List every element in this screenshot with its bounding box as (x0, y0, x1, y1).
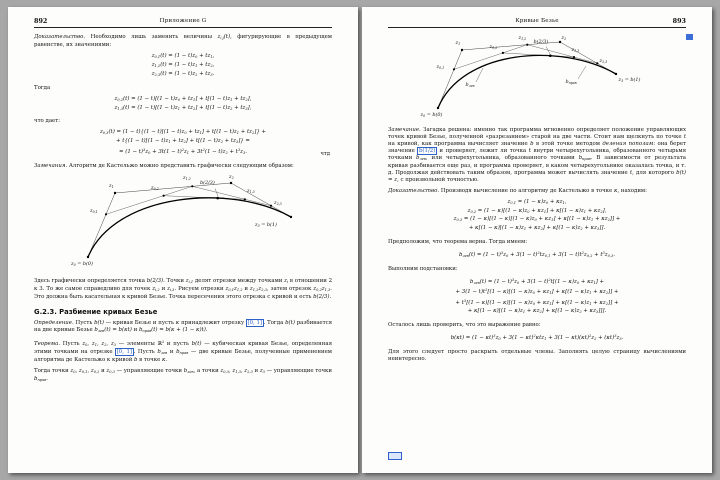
control-points (436, 41, 616, 109)
fig-label-blev: $b_{лев}$ (465, 82, 475, 89)
fig-label-z13: $z_{1,3}$ (571, 47, 580, 54)
control-polygon (438, 39, 616, 108)
page-number-left: 892 (34, 17, 48, 25)
control-points (87, 181, 292, 257)
label-pointer-line (546, 47, 550, 55)
running-title-left: Приложение G (159, 18, 207, 24)
equation-line: $z_{1,2}(t) = (1 - t)z_1 + tz_2$, (151, 62, 215, 69)
figure-decasteljau-left (63, 175, 303, 273)
blev-pointer-line (476, 68, 483, 82)
fig-label-z0: $z_0 = b(0)$ (71, 260, 93, 267)
section-heading: G.2.3. Разбиение кривых Безье (34, 308, 158, 317)
nav-link-box-bottom[interactable] (388, 452, 402, 460)
paragraph-check: Осталось лишь проверить, что это выражение равно: (388, 322, 541, 329)
paragraph-remark: Замечания. Алгоритм де Кастельжо можно представить графически следующим образом: (34, 162, 294, 169)
equation-line: $b_{лев}(t) = (1 - t)^3z_0 + 3(1 - t)^2t[(1 - \kappa)z_0 + \kappa z_1]$ + (469, 277, 605, 285)
equation-block-d (388, 199, 686, 234)
equation-line: + $3(1 - t)t^2[(1 - \kappa)[(1 - \kappa)z_0 + \kappa z_1] + \kappa[(1 - \kappa)z_1 + \kappa z_2]]$ + (455, 288, 619, 296)
fig-label-z1: $z_1$ (455, 40, 461, 47)
paragraph-proof: Доказательство. Производя вычисление по алгоритму де Кастельжо в точке κ, находим: (388, 187, 647, 194)
equation-line: = $(1 - t)^3z_0 + 3t(1 - t)^2z_1 + 3t^2(1 - t)z_2 + t^3z_3$. (119, 148, 247, 156)
fig-label-z12: $z_{1,2}$ (183, 174, 191, 181)
fig-label-z02: $z_{0,2}$ (489, 44, 498, 51)
equation-line: + $t^3[(1 - \kappa)[(1 - \kappa)[(1 - \kappa)z_0 + \kappa z_1] + \kappa[(1 - \kappa)z_1 + \kappa z_2]]$ + (455, 298, 619, 306)
fig-label-z3: $z_3 = b(1)$ (618, 77, 641, 84)
fig-label-z13: $z_{1,3}$ (247, 187, 255, 194)
fig-label-z01: $z_{0,1}$ (90, 207, 98, 214)
equation-line: $z_{2,3}(t) = (1 - t)z_2 + tz_3$. (151, 70, 215, 78)
fig-label-z2: $z_2$ (561, 35, 567, 42)
fig-label-z01: $z_{0,1}$ (436, 64, 445, 71)
paragraph-theorem: Теорема. Пусть $z_0$, $z_1$, $z_2$, $z_3$ — элементы ℝ$^2$ и пусть b(t) — кубическая кривая Безье, определенная этими точками на отрезке [0, 1] . Пусть $b_{лев}$ и $b_{прав}$ — две кривые Безье, полученные применением алгоритма де Кастельжо к кривой b в точке κ. (34, 339, 332, 364)
equation-line: $z_{0,2}(t) = (1 - t)[(1 - t)z_0 + tz_1] + t[(1 - t)z_1 + tz_2]$, (114, 95, 252, 102)
equation-block-g (388, 333, 686, 344)
fig-label-z02: $z_{0,2}$ (151, 184, 159, 191)
paragraph-suppose: Предположим, что теорема верна. Тогда имеем: (388, 239, 528, 246)
equation-line: $z_{0,3} = (1 - \kappa)[(1 - \kappa)[(1 - \kappa)z_0 + \kappa z_1] + \kappa[(1 - \kappa)z_1 + \kappa z_2]]$ + (453, 216, 621, 223)
equation-line: + $t\{(1 - t)[(1 - t)z_1 + tz_2] + t[(1 - t)z_2 + tz_3]\}$ = (116, 138, 250, 145)
equation-line: $b(\kappa t) = (1 - \kappa t)^3z_0 + 3(1 - \kappa t)^2\kappa tz_1 + 3(1 - \kappa t)(\kappa t)^2z_2 + (\kappa t)^3z_3$. (450, 334, 624, 342)
label-pointer-line (215, 188, 218, 196)
fig-label-z12: $z_{1,2}$ (518, 35, 527, 42)
paragraph-proof: Доказательство. Необходимо лишь заменить величины $z_{i,j}(t)$, фигурирующие в предыдущем равенстве, их значениями: (34, 34, 332, 49)
page-number-right: 893 (672, 17, 686, 25)
equation-line: $z_{1,3}(t) = (1 - t)[(1 - t)z_1 + tz_2] + t[(1 - t)z_2 + tz_3]$, (114, 104, 252, 111)
page-left (8, 7, 358, 473)
fig-label-z0: $z_0 = b(0)$ (420, 112, 443, 119)
fig-label-z23: $z_{2,3}$ (274, 199, 282, 206)
paragraph-then: Тогда (34, 84, 51, 91)
qed-mark: чтд (320, 150, 330, 157)
fig-label-z23: $z_{2,3}$ (599, 58, 608, 65)
figure-decasteljau-right (420, 36, 655, 122)
paragraph-theorem-conclusion: Тогда точки $z_0$, $z_{0,1}$, $z_{0,2}$ и $z_{0,3}$ — управляющие точки $b_{лев}$, а точки $z_{0,3}$, $z_{1,3}$, $z_{2,3}$ и $z_3$ — управляющие точки $b_{прав}$. (34, 367, 332, 383)
fig-label-b23: b(2/3) (200, 179, 215, 186)
equation-block-e (388, 250, 686, 261)
bezier-curve (438, 55, 616, 108)
fig-label-bprav: $b_{прав}$ (565, 79, 577, 86)
paragraph-remark: Замечание. Загадка решена: именно так программа мгновенно определяет положение управляющих точек кривой Безье, полученной «разрезанием» старой на две части. Стоит нам щелкнуть по точке t на кривой, как программа вычисляет значение b в этой точке методом деления пополам: она берет значение b(1/2) и проверяет, лежит ли точка t внутри четырехугольника, образованного четырьмя точками $b_{лев}$, или четырехугольника, образованного точками $b_{прав}$. В зависимости от результата кривая разбивается еще раз, и программа проверяет, в каком четырехугольнике оказалась точка, и т. д. Продолжая действовать таким образом, программа может вычислять значение t, для которого b(t) = z, с произвольной точностью. (388, 127, 687, 184)
paragraph-final: Для этого следует просто раскрыть отдельные члены. Заполнять целую страницу вычислениями неинтересно. (388, 348, 686, 362)
paragraph-definition: Определение. Пусть b(t) — кривая Безье и пусть κ принадлежит отрезку [0, 1] . Тогда b(t) разбивается на две кривые Безье $b_{лев}(t) = b(\kappa t)$ и $b_{прав}(t) = b(\kappa + (1 - \kappa)t)$. (34, 320, 333, 334)
fig-label-b23: b(2/3) (533, 39, 549, 45)
equation-block-b (34, 96, 332, 114)
fig-label-z2: $z_2$ (229, 173, 234, 180)
paragraph-substitute: Выполним подстановки: (388, 265, 458, 272)
fig-label-z3: $z_3 = b(1)$ (255, 221, 277, 228)
fig-label-z1: $z_1$ (109, 182, 114, 189)
equation-block-f (388, 277, 686, 318)
bprav-pointer-line (578, 66, 586, 79)
equation-block-a (34, 53, 332, 79)
paragraph-caption: Здесь графически определяется точка b(2/3). Точки $z_{i,1}$ делят отрезки между точками $z_i$ в отношении 2 к 3. То же самое справедливо для точек $z_{i,2}$ и $z_{i,3}$. Рисуем отрезки $z_{0,1}z_{1,2}$ и $z_{1,2}z_{2,3}$, затем отрезок $z_{0,2}z_{1,3}$. Это должна быть касательная к кривой Безье. Точка пересечения этого отрезка с кривой и есть b(2/3). (34, 277, 332, 301)
equation-line: + $\kappa[(1 - \kappa)[(1 - \kappa)z_1 + \kappa z_2] + \kappa[(1 - \kappa)z_2 + \kappa z_3]]$. (468, 225, 606, 232)
equation-line: $z_{0,1}(t) = (1 - t)z_0 + tz_1$, (151, 53, 215, 60)
page-right-header (388, 18, 686, 28)
equation-line: + $\kappa[(1 - \kappa)[(1 - \kappa)z_1 + \kappa z_2] + \kappa[(1 - \kappa)z_2 + \kappa z_3]]$]. (467, 308, 607, 315)
running-title-right: Кривые Безье (515, 18, 559, 24)
equation-line: $z_{0,2} = (1 - \kappa)[(1 - \kappa)z_0 + \kappa z_1] + \kappa[(1 - \kappa)z_1 + \kappa z_2]$, (467, 207, 607, 214)
nav-link-box-top[interactable] (686, 34, 693, 40)
equation-block-c (34, 129, 332, 157)
page-left-header (34, 18, 332, 28)
equation-line: $z_{0,1} = (1 - \kappa)z_0 + \kappa z_1$, (507, 198, 567, 205)
paragraph-gives: что дает: (34, 118, 61, 125)
equation-line: $z_{0,3}(t) = (1 - t)\{(1 - t)[(1 - t)z_0 + tz_1] + t[(1 - t)z_1 + tz_2]\}$ + (99, 129, 267, 136)
equation-line: $b_{лев}(t) = (1 - t)^3z_0 + 3(1 - t)^2tz_{0,1} + 3(1 - t)t^2z_{0,2} + t^3z_{0,3}$. (458, 251, 616, 259)
page-right (362, 7, 712, 473)
